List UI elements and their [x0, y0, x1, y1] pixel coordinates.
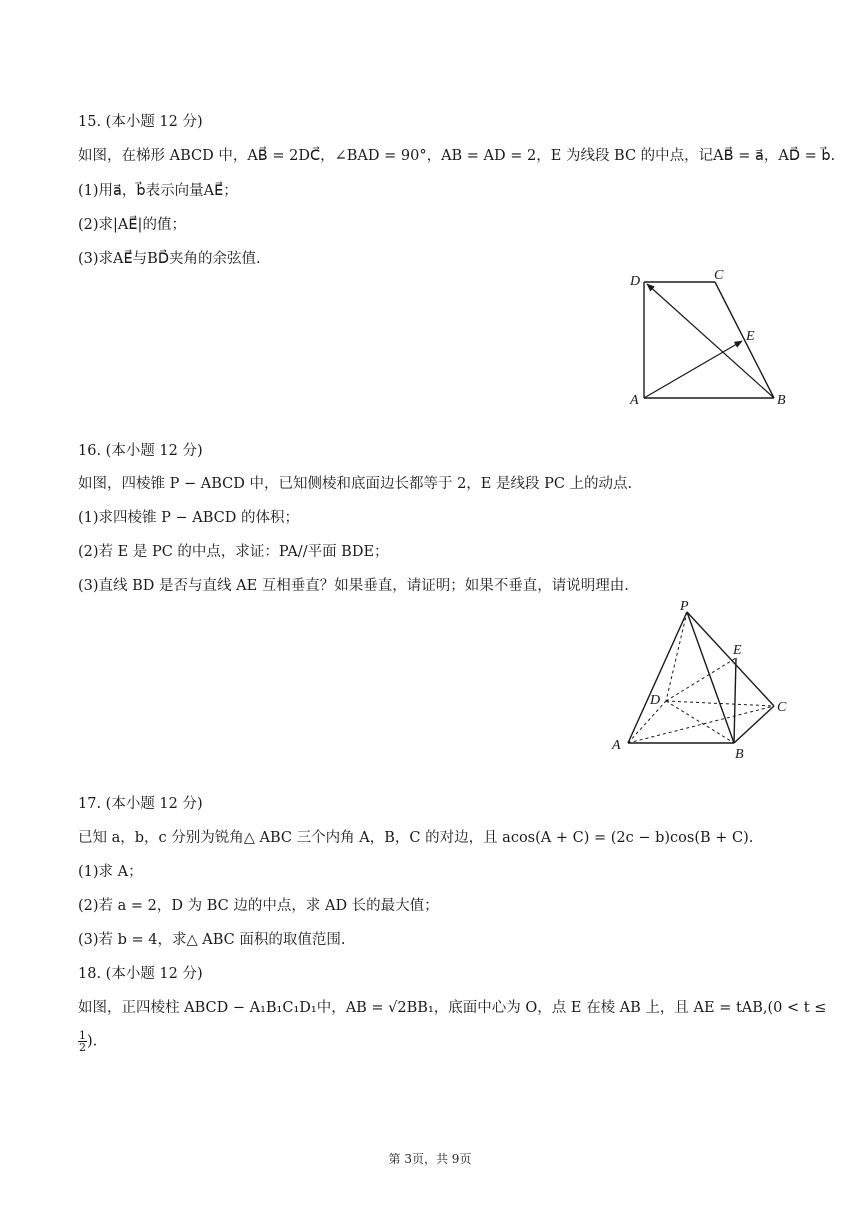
q18-stem-tail: ).	[87, 1033, 98, 1050]
q16-stem: 如图，四棱锥 P − ABCD 中，已知侧棱和底面边长都等于 2，E 是线段 PC 上的动点.	[78, 476, 633, 492]
q15-label-a: A	[630, 393, 639, 408]
q16-part2: (2)若 E 是 PC 的中点，求证：PA//平面 BDE；	[78, 544, 389, 560]
q18-stem-line1: 如图，正四棱柱 ABCD − A₁B₁C₁D₁中，AB = √2BB₁，底面中心为 O，点 E 在棱 AB 上，且 AE = tAB,(0 < t ≤	[78, 1000, 827, 1016]
q18-fraction-denominator: 2	[79, 1041, 86, 1054]
q18-header: 18. (本小题 12 分)	[78, 966, 203, 982]
q16-label-b: B	[735, 747, 744, 762]
q18-fraction-numerator: 1	[79, 1029, 86, 1042]
q16-label-d: D	[650, 693, 661, 708]
q15-part3: (3)求AE⃗与BD⃗夹角的余弦值.	[78, 251, 261, 267]
q15-label-d: D	[630, 274, 641, 289]
q15-header: 15. (本小题 12 分)	[78, 114, 203, 130]
q18-fraction	[78, 1030, 87, 1053]
q15-part1: (1)用a⃗，b⃗表示向量AE⃗；	[78, 183, 238, 199]
q15-label-e: E	[746, 329, 755, 344]
q16-label-e: E	[733, 643, 742, 658]
q16-part3: (3)直线 BD 是否与直线 AE 互相垂直？如果垂直，请证明；如果不垂直，请说明理由.	[78, 578, 629, 594]
page-footer: 第 3页，共 9页	[388, 1152, 472, 1166]
q15-stem: 如图，在梯形 ABCD 中，AB⃗ = 2DC⃗，∠BAD = 90°，AB = AD = 2，E 为线段 BC 的中点，记AB⃗ = a⃗，AD⃗ = b⃗.	[78, 148, 836, 164]
q16-pyramid-figure	[604, 596, 800, 764]
q17-part1: (1)求 A；	[78, 864, 143, 880]
q15-trapezoid-figure	[620, 262, 800, 412]
q15-label-b: B	[777, 393, 786, 408]
q17-part2: (2)若 a = 2，D 为 BC 边的中点，求 AD 长的最大值；	[78, 898, 439, 914]
q17-part3: (3)若 b = 4，求△ ABC 面积的取值范围.	[78, 932, 346, 948]
q15-label-c: C	[714, 268, 724, 283]
q18-stem-line2	[78, 1030, 97, 1053]
q16-label-a: A	[612, 738, 621, 753]
q15-part2: (2)求|AE⃗|的值；	[78, 217, 186, 233]
q16-label-c: C	[777, 700, 787, 715]
q16-label-p: P	[680, 599, 689, 614]
q17-header: 17. (本小题 12 分)	[78, 796, 203, 812]
q16-header: 16. (本小题 12 分)	[78, 443, 203, 459]
q16-part1: (1)求四棱锥 P − ABCD 的体积；	[78, 510, 299, 526]
q17-stem: 已知 a，b，c 分别为锐角△ ABC 三个内角 A，B，C 的对边，且 acos(A + C) = (2c − b)cos(B + C).	[78, 830, 754, 846]
